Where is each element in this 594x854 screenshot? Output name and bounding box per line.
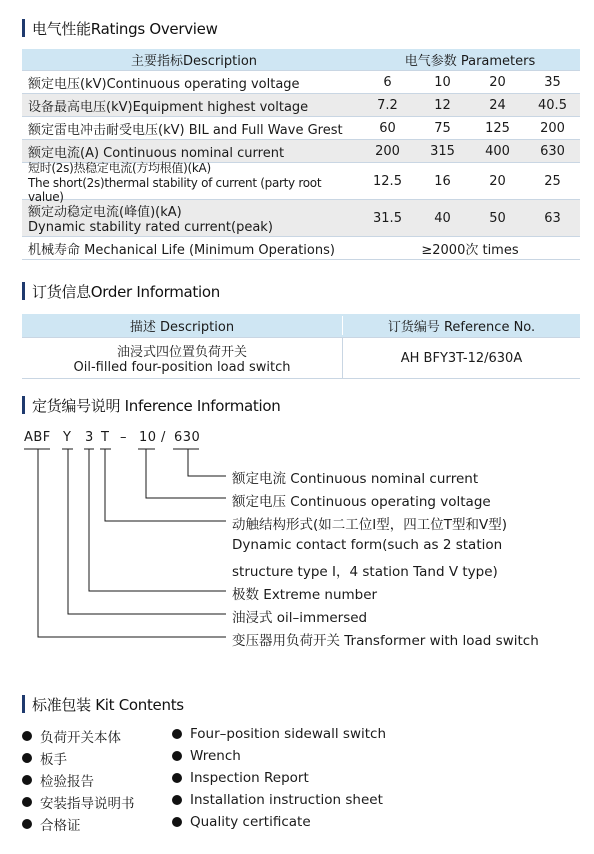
bullet-icon [172,795,182,805]
cell: 200 [375,143,400,159]
label-contact-form-cn: 动触结构形式(如二工位Ⅰ型，四工位T型和V型) [232,517,507,533]
row-desc: 设备最高电压(kV)Equipment highest voltage [28,99,309,115]
cell: 60 [379,120,396,136]
cell: 63 [544,210,561,226]
title-marker [22,695,25,713]
kit-item-cn-label: 安装指导说明书 [40,796,135,812]
bullet-icon [172,751,182,761]
bullet-icon [172,729,182,739]
row-desc-en: Dynamic stability rated current(peak) [28,220,273,235]
kit-item-cn-label: 检验报告 [40,774,94,790]
kit-item-en [172,814,311,830]
kit-item-en-label: Four–position sidewall switch [190,726,387,742]
cell: 12 [434,97,451,113]
cell: 40 [434,210,451,226]
row-desc-en: The short(2s)thermal stability of current (party root value) [28,175,322,204]
kit-item-cn-label: 合格证 [40,818,81,834]
kit-item-cn [22,814,81,834]
cell: 25 [544,173,561,189]
cell: 10 [434,74,451,90]
bullet-icon [172,773,182,783]
kit-item-cn [22,792,135,812]
cell: 20 [489,74,506,90]
label-operating-voltage: 额定电压 Continuous operating voltage [232,494,491,510]
cell: 16 [434,173,451,189]
life-desc: 机械寿命 Mechanical Life (Minimum Operations) [28,242,335,258]
bullet-icon [172,817,182,827]
code-part-y: Y [63,430,72,445]
row-desc: 额定电流(A) Continuous nominal current [28,145,285,161]
order-title: 订货信息Order Information [32,282,220,301]
bullet-icon [22,797,32,807]
kit-item-cn-label: 板手 [40,752,67,768]
cell: 7.2 [377,97,398,113]
label-extreme-number: 极数 Extreme number [232,587,378,603]
code-part-630: 630 [174,430,201,445]
kit-item-cn [22,726,121,746]
kit-item-en-label: Inspection Report [190,770,309,786]
row-desc-cn: 短时(2s)热稳定电流(方均根值)(kA) [28,160,211,175]
label-contact-form-en-1: Dynamic contact form(such as 2 station [232,537,503,553]
order-desc-en: Oil-filled four-position load switch [73,360,291,375]
row-desc: 额定电压(kV)Continuous operating voltage [28,76,300,92]
row-desc-cn: 额定动稳定电流(峰值)(kA) [28,205,182,220]
cell: 315 [430,143,455,159]
code-part-10: 10 [139,430,157,445]
label-oil-immersed: 油浸式 oil–immersed [232,610,368,626]
cell: 20 [489,173,506,189]
kit-item-en [172,770,309,786]
label-transformer-switch: 变压器用负荷开关 Transformer with load switch [232,633,539,649]
bullet-icon [22,775,32,785]
cell: 24 [489,97,506,113]
kit-item-cn [22,770,94,790]
cell: 75 [434,120,451,136]
cell: 50 [489,210,506,226]
cell: 630 [540,143,565,159]
label-nominal-current: 额定电流 Continuous nominal current [232,471,479,487]
cell: 40.5 [538,97,567,113]
cell: 31.5 [373,210,402,226]
order-desc-cn: 油浸式四位置负荷开关 [116,345,247,360]
cell: 125 [485,120,510,136]
kit-item-en-label: Quality certificate [190,814,311,830]
code-part-dash: – [120,430,127,445]
kit-item-cn [22,748,67,768]
cell: 400 [485,143,510,159]
kit-section-title [22,694,184,714]
kit-item-en [172,792,383,808]
order-header-desc: 描述 Description [22,316,343,335]
life-value: ≥2000次 times [421,242,519,258]
code-part-3: 3 [85,430,94,445]
code-part-abf: ABF [24,430,51,445]
kit-item-en-label: Wrench [190,748,241,764]
kit-item-en [172,726,386,742]
kit-item-en-label: Installation instruction sheet [190,792,383,808]
cell: 6 [383,74,392,90]
cell: 200 [540,120,565,136]
order-header-ref: 订货编号 Reference No. [387,320,536,335]
kit-item-cn-label: 负荷开关本体 [40,730,121,746]
row-desc: 额定雷电冲击耐受电压(kV) BIL and Full Wave Grest [28,122,343,138]
bullet-icon [22,819,32,829]
cell: 35 [544,74,561,90]
ratings-header-params: 电气参数 Parameters [404,54,536,69]
ratings-title: 电气性能Ratings Overview [32,19,218,38]
order-ref: AH BFY3T-12/630A [400,350,523,366]
bullet-icon [22,731,32,741]
label-contact-form-en-2: structure type Ⅰ，4 station Tand V type) [232,564,498,580]
ratings-header-desc: 主要指标Description [130,54,258,69]
code-part-slash: / [161,430,166,445]
cell: 12.5 [373,173,402,189]
kit-item-en [172,748,241,764]
inference-title: 定货编号说明 Inference Information [32,396,281,415]
bullet-icon [22,753,32,763]
code-part-t: T [101,430,110,445]
kit-title: 标准包装 Kit Contents [32,695,184,714]
